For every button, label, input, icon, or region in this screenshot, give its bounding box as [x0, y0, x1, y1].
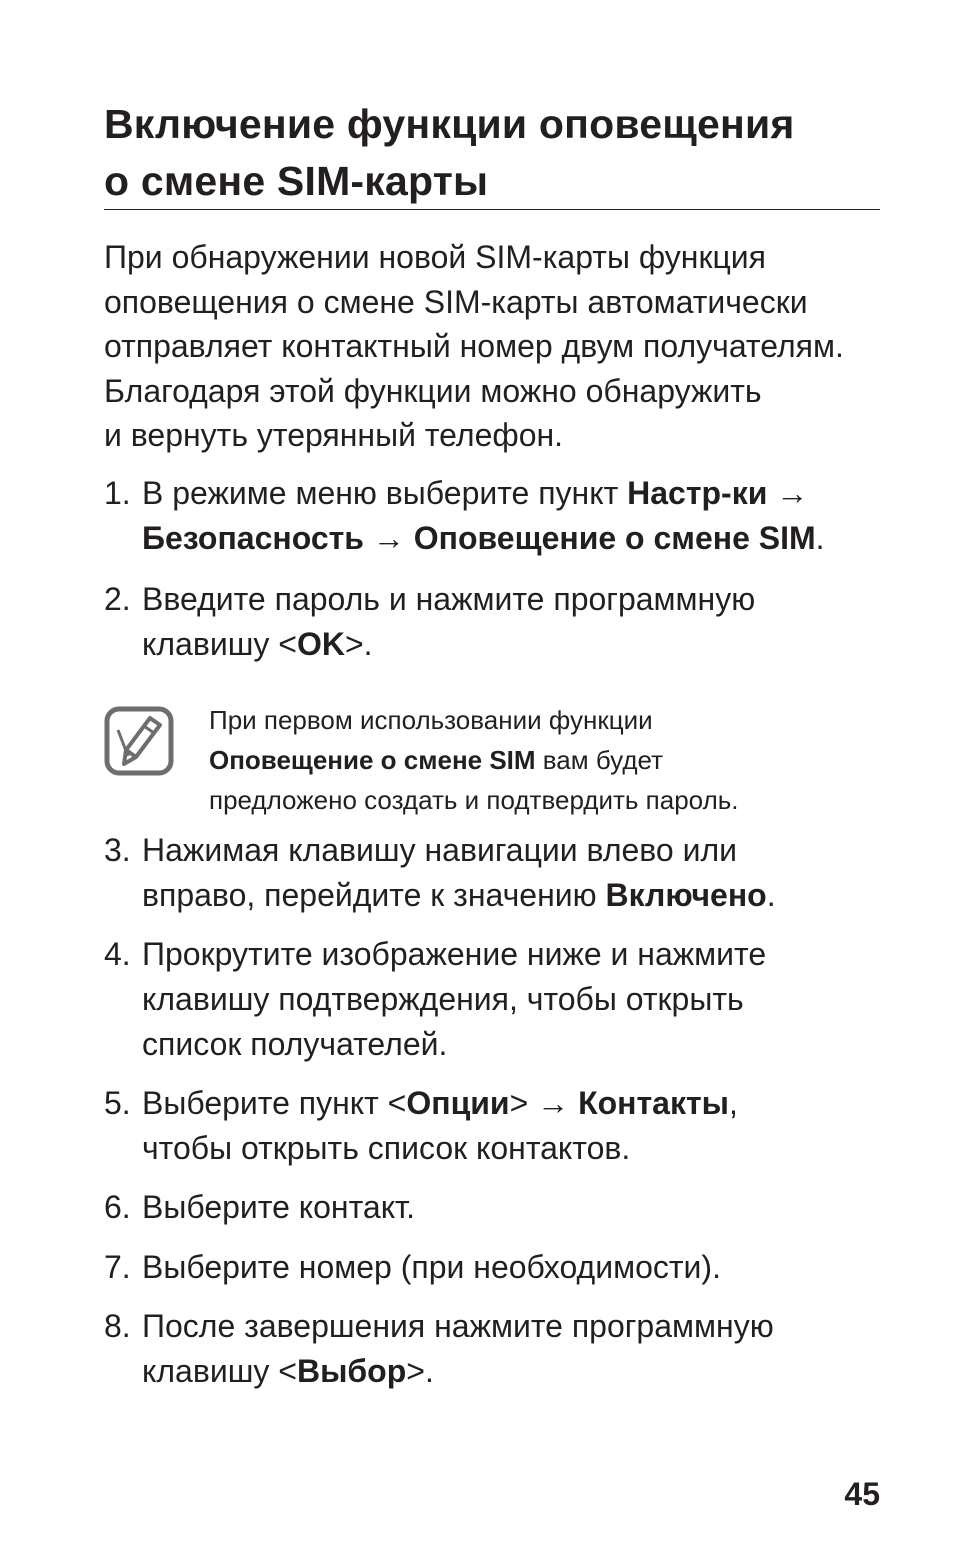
softkey-select: Выбор	[296, 1353, 407, 1389]
intro-line: оповещения о смене SIM-карты автоматически	[104, 283, 808, 320]
step-text	[142, 577, 755, 667]
step-text	[142, 471, 825, 561]
menu-item-settings: Настр-ки	[627, 475, 768, 511]
menu-item-security: Безопасность	[142, 520, 364, 556]
intro-line: При обнаружении новой SIM-карты функция	[104, 239, 766, 275]
title-line-1: Включение функции оповещения	[104, 101, 795, 147]
note-block	[104, 700, 880, 820]
step-text-part: .	[815, 520, 825, 556]
step-text-part: >.	[406, 1353, 434, 1389]
step-text-line: Выберите номер (при необходимости).	[142, 1249, 721, 1285]
step-number: 7.	[104, 1249, 131, 1285]
step-text-part: клавишу <	[142, 1353, 297, 1389]
arrow-glyph: →	[776, 475, 809, 511]
step-number: 4.	[104, 936, 131, 972]
note-text-part: вам будет	[535, 745, 663, 775]
menu-item-sim-change-alert: Оповещение о смене SIM	[413, 520, 816, 556]
page-number: 45	[844, 1476, 880, 1512]
softkey-ok: OK	[296, 626, 345, 662]
step-text-part: .	[766, 877, 776, 913]
intro-line: отправляет контактный номер двум получателям.	[104, 328, 844, 364]
note-line: предложено создать и подтвердить пароль.	[209, 785, 739, 815]
step-text-line: Нажимая клавишу навигации влево или	[142, 832, 738, 868]
step-number: 1.	[104, 475, 131, 511]
step-text-part: ,	[728, 1085, 738, 1121]
step-text	[142, 1245, 721, 1290]
step-text-line: чтобы открыть список контактов.	[142, 1130, 631, 1166]
arrow-glyph: →	[537, 1085, 570, 1121]
note-line: При первом использовании функции	[209, 705, 653, 735]
title-line-2: о смене SIM-карты	[104, 158, 489, 204]
intro-line: Благодаря этой функции можно обнаружить	[104, 372, 762, 409]
step-text-part: Выберите пункт <	[142, 1085, 407, 1121]
step-number: 2.	[104, 581, 131, 617]
step-text-part: клавишу <	[142, 626, 297, 662]
step-text	[142, 828, 776, 918]
step-text-line: список получателей.	[142, 1026, 448, 1062]
step-text-line: Прокрутите изображение ниже и нажмите	[142, 936, 767, 972]
manual-page	[104, 0, 880, 1566]
intro-paragraph	[104, 235, 880, 458]
step-text-line: После завершения нажмите программную	[142, 1308, 774, 1344]
step-text	[142, 932, 766, 1067]
note-pencil-icon	[104, 706, 174, 776]
arrow-glyph: →	[372, 520, 405, 556]
step-text-line: Введите пароль и нажмите программную	[142, 581, 756, 617]
step-text	[142, 1185, 415, 1230]
step-text-part: >.	[344, 626, 373, 662]
step-number: 5.	[104, 1085, 131, 1121]
step-number: 6.	[104, 1189, 131, 1225]
feature-name: Оповещение о смене SIM	[209, 745, 536, 775]
softkey-options: Опции	[406, 1085, 510, 1121]
note-text	[209, 700, 739, 820]
step-text-part: вправо, перейдите к значению	[142, 877, 606, 913]
menu-item-contacts: Контакты	[578, 1085, 729, 1121]
page-title	[104, 96, 880, 210]
step-text-line: Выберите контакт.	[142, 1189, 416, 1225]
option-enabled: Включено	[605, 877, 767, 913]
step-text	[142, 1081, 738, 1171]
step-text-part: >	[509, 1085, 538, 1121]
step-text	[142, 1304, 774, 1394]
step-number: 8.	[104, 1308, 131, 1344]
step-number: 3.	[104, 832, 131, 868]
step-text-line: клавишу подтверждения, чтобы открыть	[142, 981, 744, 1017]
intro-line: и вернуть утерянный телефон.	[104, 417, 564, 453]
title-divider	[104, 209, 880, 210]
step-text-part: В режиме меню выберите пункт	[142, 475, 628, 511]
